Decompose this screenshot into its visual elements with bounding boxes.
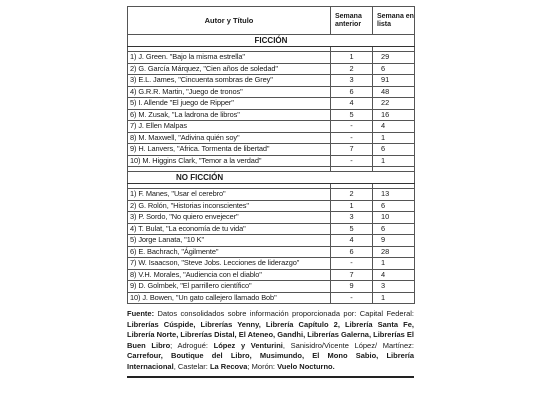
book-title: 4) G.R.R. Martin, "Juego de tronos" [128,86,331,98]
source-bookstores-adrogue: López y Venturini [213,340,283,350]
previous-week-value: 6 [331,86,373,98]
header-weeks-on-list: Semana en lista [373,7,415,35]
table-row [128,235,415,247]
book-title: 9) D. Golmbek, "El parrillero científico" [128,281,331,293]
header-previous-week: Semana anterior [331,7,373,35]
table-row [128,63,415,75]
book-title: 3) P. Sordo, "No quiero envejecer" [128,212,331,224]
previous-week-value: 1 [331,200,373,212]
weeks-on-list-value: 6 [373,223,415,235]
previous-week-value: 7 [331,269,373,281]
source-bookstores-capital: Librerías Cúspide, Librerías Yenny, Librería Capítulo 2, Librería Santa Fe, Librería Norte, Librerías Distal, El Ateneo, Gandhi, Librerías Galerna, Librerías El Buen Libro [127,319,414,350]
table-row [128,200,415,212]
source-label: Fuente: [127,309,155,318]
fiction-heading-row [128,35,415,47]
weeks-on-list-value: 4 [373,269,415,281]
source-text: ; Adrogué: [170,340,214,350]
weeks-on-list-value: 28 [373,246,415,258]
book-title: 8) V.H. Morales, "Audiencia con el diablo" [128,269,331,281]
book-title: 10) J. Bowen, "Un gato callejero llamado Bob" [128,292,331,304]
previous-week-value: 7 [331,144,373,156]
book-title: 10) M. Higgins Clark, "Temor a la verdad" [128,155,331,167]
table-row [128,52,415,64]
book-title: 2) G. Rolón, "Historias inconscientes" [128,200,331,212]
table-row [128,144,415,156]
previous-week-value: 5 [331,223,373,235]
fiction-section [128,35,415,167]
previous-week-value: 3 [331,75,373,87]
fiction-heading: FICCIÓN [128,35,415,47]
source-text: , Castelar: [173,361,210,371]
nonfiction-section [128,167,415,304]
table-row [128,86,415,98]
book-title: 9) H. Lanvers, "Africa. Tormenta de libertad" [128,144,331,156]
previous-week-value: 4 [331,98,373,110]
source-bookstores-castelar: La Recova [209,361,248,371]
book-title: 6) M. Zusak, "La ladrona de libros" [128,109,331,121]
previous-week-value: 2 [331,63,373,75]
book-title: 2) G. García Márquez, "Cien años de soledad" [128,63,331,75]
table-row [128,258,415,270]
table-row [128,132,415,144]
previous-week-value: 6 [331,246,373,258]
source-text: , Sanisidro/Vicente López/ Martínez: [282,340,414,350]
previous-week-value: - [331,292,373,304]
bestseller-list [127,6,414,378]
weeks-on-list-value: 6 [373,63,415,75]
weeks-on-list-value: 29 [373,52,415,64]
previous-week-value: 9 [331,281,373,293]
table-row [128,189,415,201]
weeks-on-list-value: 6 [373,200,415,212]
weeks-on-list-value: 1 [373,155,415,167]
previous-week-value: - [331,258,373,270]
table-row [128,121,415,133]
weeks-on-list-value: 91 [373,75,415,87]
book-title: 6) E. Bachrach, "Ágilmente" [128,246,331,258]
source-bookstores-north: Carrefour, Boutique del Libro, Musimundo, El Mono Sabio, Librería Internacional [127,351,414,371]
book-title: 5) I. Allende "El juego de Ripper" [128,98,331,110]
previous-week-value: - [331,121,373,133]
table-row [128,246,415,258]
book-title: 7) J. Ellen Malpas [128,121,331,133]
weeks-on-list-value: 22 [373,98,415,110]
previous-week-value: - [331,132,373,144]
table-row [128,223,415,235]
weeks-on-list-value: 6 [373,144,415,156]
table-row [128,281,415,293]
source-text: ; Morón: [247,361,278,371]
weeks-on-list-value: 3 [373,281,415,293]
source-note [127,309,414,378]
weeks-on-list-value: 48 [373,86,415,98]
book-title: 1) J. Green. "Bajo la misma estrella" [128,52,331,64]
source-bookstores-moron: Vuelo Nocturno. [277,361,335,371]
source-text: Datos consolidados sobre información proporcionada por: Capital Federal: [154,309,414,318]
previous-week-value: 4 [331,235,373,247]
book-title: 4) T. Bulat, "La economía de tu vida" [128,223,331,235]
weeks-on-list-value: 1 [373,292,415,304]
weeks-on-list-value: 1 [373,132,415,144]
nonfiction-heading: NO FICCIÓN [128,172,415,184]
table-header [128,7,415,35]
weeks-on-list-value: 16 [373,109,415,121]
previous-week-value: 3 [331,212,373,224]
table-row [128,155,415,167]
book-title: 1) F. Manes, "Usar el cerebro" [128,189,331,201]
weeks-on-list-value: 13 [373,189,415,201]
weeks-on-list-value: 1 [373,258,415,270]
book-title: 3) E.L. James, "Cincuenta sombras de Grey" [128,75,331,87]
previous-week-value: 1 [331,52,373,64]
book-title: 7) W. Isaacson, "Steve Jobs. Lecciones de liderazgo" [128,258,331,270]
weeks-on-list-value: 4 [373,121,415,133]
weeks-on-list-value: 10 [373,212,415,224]
previous-week-value: 2 [331,189,373,201]
table-row [128,109,415,121]
previous-week-value: - [331,155,373,167]
nonfiction-heading-row [128,172,415,184]
book-title: 8) M. Maxwell, "Adivina quién soy" [128,132,331,144]
header-author-title: Autor y Título [128,7,331,35]
table-row [128,292,415,304]
table-row [128,212,415,224]
table-row [128,75,415,87]
bestseller-table [127,6,415,304]
book-title: 5) Jorge Lanata, "10 K" [128,235,331,247]
weeks-on-list-value: 9 [373,235,415,247]
table-row [128,98,415,110]
table-row [128,269,415,281]
previous-week-value: 5 [331,109,373,121]
